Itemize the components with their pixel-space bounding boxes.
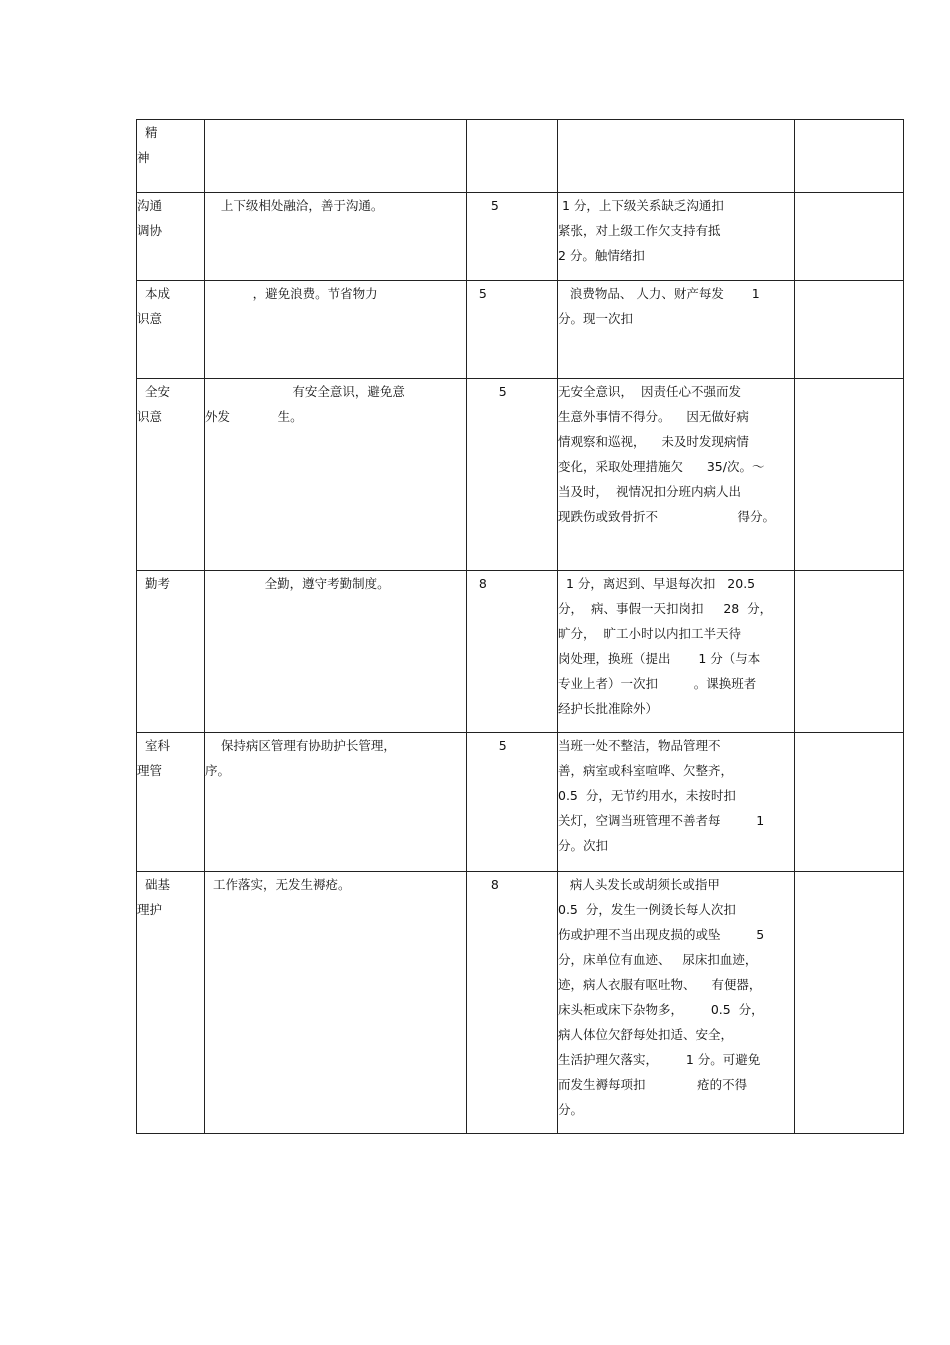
evaluation-table: [136, 119, 904, 1134]
deduction-rule-line: 无安全意识， 因责任心不强而发: [558, 384, 741, 399]
standard-cell: 上下级相处融洽，善于沟通。: [205, 193, 467, 281]
table-row: [137, 571, 904, 733]
category-text: 沟通: [137, 198, 163, 213]
table-row: [137, 733, 904, 872]
deduction-rule-line: 生意外事情不得分。 因无做好病: [558, 409, 749, 424]
deduction-rule-cell: [558, 379, 795, 571]
score-cell: 5: [467, 379, 558, 571]
category-text: 理护: [137, 902, 163, 917]
remarks-cell: [795, 193, 904, 281]
deduction-rule-line: 专业上者）一次扣 。课换班者: [558, 676, 757, 691]
category-cell: [137, 193, 205, 281]
deduction-rule-cell: [558, 120, 795, 193]
deduction-rule-line: 情观察和巡视， 未及时发现病情: [558, 434, 749, 449]
deduction-rule-cell: [558, 281, 795, 379]
standard-cell: 工作落实，无发生褥疮。: [205, 872, 467, 1134]
deduction-rule-line: 分。: [558, 1102, 584, 1117]
deduction-rule-line: 生活护理欠落实， 1 分。可避免: [558, 1052, 761, 1067]
table-row: [137, 872, 904, 1134]
deduction-rule-line: 分，床单位有血迹、 尿床扣血迹，: [558, 952, 758, 967]
deduction-rule-line: 2 分。触情绪扣: [558, 248, 645, 263]
remarks-cell: [795, 120, 904, 193]
deduction-rule-line: 经护长批准除外）: [558, 701, 659, 716]
standard-cell: 全勤，遵守考勤制度。: [205, 571, 467, 733]
category-text: 室科: [137, 738, 170, 753]
deduction-rule-line: 关灯，空调当班管理不善者每 1: [558, 813, 765, 828]
category-text: 本成: [137, 286, 170, 301]
category-cell: [137, 120, 205, 193]
category-text: 精: [137, 125, 158, 140]
deduction-rule-line: 而发生褥每项扣 疮的不得: [558, 1077, 748, 1092]
deduction-rule-line: 分。现一次扣: [558, 311, 634, 326]
deduction-rule-line: 分。次扣: [558, 838, 609, 853]
score-cell: 8: [467, 872, 558, 1134]
deduction-rule-line: 旷分， 旷工小时以内扣工半天待: [558, 626, 741, 641]
category-text: 勤考: [137, 576, 170, 591]
remarks-cell: [795, 571, 904, 733]
deduction-rule-line: 1 分，上下级关系缺乏沟通扣: [558, 198, 724, 213]
category-text: 理管: [137, 763, 163, 778]
category-cell: [137, 281, 205, 379]
remarks-cell: [795, 733, 904, 872]
standard-cell: [205, 120, 467, 193]
deduction-rule-line: 当及时， 视情况扣分班内病人出: [558, 484, 741, 499]
category-cell: [137, 571, 205, 733]
category-text: 识意: [137, 409, 163, 424]
score-cell: 5: [467, 733, 558, 872]
deduction-rule-line: 分， 病、事假一天扣岗扣 28 分，: [558, 601, 773, 616]
deduction-rule-line: 0.5 分，发生一例烫长每人次扣: [558, 902, 736, 917]
category-text: 础基: [137, 877, 170, 892]
table-row: [137, 379, 904, 571]
category-cell: [137, 379, 205, 571]
score-cell: 5: [467, 193, 558, 281]
deduction-rule-line: 紧张，对上级工作欠支持有抵: [558, 223, 721, 238]
deduction-rule-line: 1 分，离迟到、早退每次扣 20.5: [558, 576, 756, 591]
standard-cell: 有安全意识，避免意 外发 生。: [205, 379, 467, 571]
score-cell: 5: [467, 281, 558, 379]
category-cell: [137, 872, 205, 1134]
deduction-rule-line: 当班一处不整洁，物品管理不: [558, 738, 721, 753]
deduction-rule-line: 浪费物品、 人力、财产每发 1: [558, 286, 760, 301]
score-cell: 8: [467, 571, 558, 733]
table-row: [137, 120, 904, 193]
deduction-rule-cell: [558, 733, 795, 872]
table-row: [137, 281, 904, 379]
deduction-rule-line: 现跌伤或致骨折不 得分。: [558, 509, 775, 524]
category-text: 神: [137, 150, 150, 165]
category-text: 全安: [137, 384, 170, 399]
deduction-rule-line: 变化，采取处理措施欠 35/次。～: [558, 459, 765, 474]
deduction-rule-line: 岗处理，换班（提出 1 分（与本: [558, 651, 761, 666]
deduction-rule-line: 病人头发长或胡须长或指甲: [558, 877, 720, 892]
deduction-rule-line: 0.5 分，无节约用水，未按时扣: [558, 788, 736, 803]
standard-cell: ，避免浪费。节省物力: [205, 281, 467, 379]
category-text: 识意: [137, 311, 163, 326]
deduction-rule-line: 病人体位欠舒每处扣适、安全，: [558, 1027, 734, 1042]
category-cell: [137, 733, 205, 872]
deduction-rule-cell: [558, 193, 795, 281]
table-body: [137, 120, 904, 1134]
table-row: [137, 193, 904, 281]
deduction-rule-cell: [558, 571, 795, 733]
standard-cell: 保持病区管理有协助护长管理， 序。: [205, 733, 467, 872]
deduction-rule-line: 善，病室或科室喧哗、欠整齐，: [558, 763, 734, 778]
deduction-rule-line: 床头柜或床下杂物多， 0.5 分，: [558, 1002, 764, 1017]
deduction-rule-line: 伤或护理不当出现皮损的或坠 5: [558, 927, 765, 942]
remarks-cell: [795, 872, 904, 1134]
category-text: 调协: [137, 223, 163, 238]
remarks-cell: [795, 379, 904, 571]
deduction-rule-cell: [558, 872, 795, 1134]
score-cell: [467, 120, 558, 193]
deduction-rule-line: 迹，病人衣服有呕吐物、 有便器，: [558, 977, 762, 992]
remarks-cell: [795, 281, 904, 379]
